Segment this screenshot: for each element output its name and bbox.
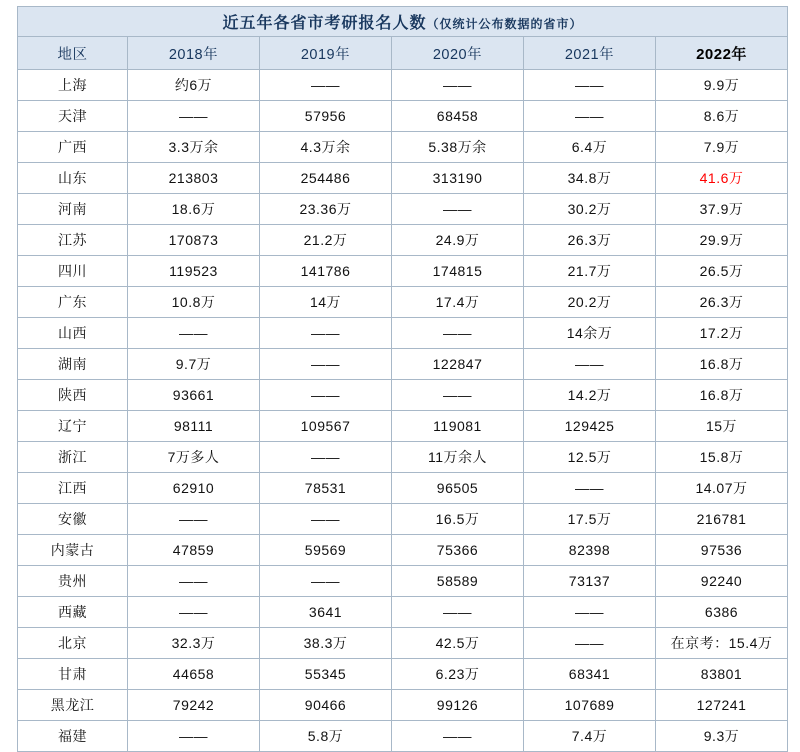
cell-y2019: 78531 <box>260 473 392 504</box>
cell-y2018: 7万多人 <box>128 442 260 473</box>
cell-y2021: 68341 <box>524 659 656 690</box>
table-row <box>18 535 788 566</box>
cell-y2018: —— <box>128 101 260 132</box>
cell-y2020: 16.5万 <box>392 504 524 535</box>
table-title-row <box>18 7 788 37</box>
cell-region: 湖南 <box>18 349 128 380</box>
table-row <box>18 101 788 132</box>
cell-y2021: —— <box>524 70 656 101</box>
cell-y2022: 26.5万 <box>656 256 788 287</box>
table-row <box>18 256 788 287</box>
table-row <box>18 597 788 628</box>
table-row <box>18 628 788 659</box>
cell-y2022: 6386 <box>656 597 788 628</box>
cell-y2018: —— <box>128 318 260 349</box>
cell-region: 安徽 <box>18 504 128 535</box>
cell-y2019: 57956 <box>260 101 392 132</box>
cell-y2020: 96505 <box>392 473 524 504</box>
table-row <box>18 504 788 535</box>
table-body <box>18 7 788 752</box>
column-header-2018: 2018年 <box>128 37 260 70</box>
table-row <box>18 690 788 721</box>
cell-y2021: 73137 <box>524 566 656 597</box>
table-row <box>18 70 788 101</box>
cell-y2021: —— <box>524 349 656 380</box>
cell-region: 甘肃 <box>18 659 128 690</box>
table-row <box>18 225 788 256</box>
cell-y2020: 122847 <box>392 349 524 380</box>
cell-y2019: —— <box>260 380 392 411</box>
cell-y2020: 17.4万 <box>392 287 524 318</box>
table-row <box>18 659 788 690</box>
cell-y2019: 38.3万 <box>260 628 392 659</box>
table-row <box>18 132 788 163</box>
cell-region: 天津 <box>18 101 128 132</box>
cell-y2020: —— <box>392 70 524 101</box>
cell-y2018: 47859 <box>128 535 260 566</box>
cell-y2019: 4.3万余 <box>260 132 392 163</box>
cell-y2021: 26.3万 <box>524 225 656 256</box>
cell-y2022: 15.8万 <box>656 442 788 473</box>
cell-y2021: 6.4万 <box>524 132 656 163</box>
cell-y2019: 55345 <box>260 659 392 690</box>
cell-y2020: 75366 <box>392 535 524 566</box>
column-header-2019: 2019年 <box>260 37 392 70</box>
cell-y2022: 17.2万 <box>656 318 788 349</box>
cell-y2022: 15万 <box>656 411 788 442</box>
table-row <box>18 287 788 318</box>
cell-y2022: 97536 <box>656 535 788 566</box>
cell-y2020: —— <box>392 194 524 225</box>
table-row <box>18 318 788 349</box>
cell-y2019: —— <box>260 349 392 380</box>
cell-y2019: —— <box>260 318 392 349</box>
cell-y2020: 42.5万 <box>392 628 524 659</box>
table-row <box>18 380 788 411</box>
cell-y2020: —— <box>392 721 524 752</box>
cell-y2019: 5.8万 <box>260 721 392 752</box>
cell-y2022: 在京考：15.4万 <box>656 628 788 659</box>
exam-registration-table <box>17 6 788 752</box>
cell-region: 山西 <box>18 318 128 349</box>
cell-y2020: 68458 <box>392 101 524 132</box>
table-row <box>18 163 788 194</box>
table-row <box>18 194 788 225</box>
cell-y2022: 83801 <box>656 659 788 690</box>
cell-y2019: 23.36万 <box>260 194 392 225</box>
cell-y2021: 107689 <box>524 690 656 721</box>
cell-y2019: 14万 <box>260 287 392 318</box>
cell-y2021: 14.2万 <box>524 380 656 411</box>
cell-region: 广西 <box>18 132 128 163</box>
cell-y2022: 9.9万 <box>656 70 788 101</box>
cell-region: 内蒙古 <box>18 535 128 566</box>
column-header-2020: 2020年 <box>392 37 524 70</box>
cell-region: 上海 <box>18 70 128 101</box>
cell-region: 江西 <box>18 473 128 504</box>
table-header-row <box>18 37 788 70</box>
cell-y2019: 254486 <box>260 163 392 194</box>
cell-y2020: 58589 <box>392 566 524 597</box>
cell-region: 辽宁 <box>18 411 128 442</box>
cell-y2022: 9.3万 <box>656 721 788 752</box>
cell-y2018: 约6万 <box>128 70 260 101</box>
cell-region: 河南 <box>18 194 128 225</box>
cell-y2018: —— <box>128 597 260 628</box>
column-header-2021: 2021年 <box>524 37 656 70</box>
cell-y2018: 9.7万 <box>128 349 260 380</box>
table-title-main: 近五年各省市考研报名人数 <box>222 15 427 32</box>
cell-y2021: 129425 <box>524 411 656 442</box>
cell-y2019: —— <box>260 442 392 473</box>
cell-y2022: 16.8万 <box>656 349 788 380</box>
cell-y2022: 8.6万 <box>656 101 788 132</box>
cell-y2022: 37.9万 <box>656 194 788 225</box>
cell-y2018: 93661 <box>128 380 260 411</box>
cell-y2021: 14余万 <box>524 318 656 349</box>
cell-y2018: 3.3万余 <box>128 132 260 163</box>
column-header-2022: 2022年 <box>656 37 788 70</box>
cell-y2021: —— <box>524 473 656 504</box>
cell-y2020: 6.23万 <box>392 659 524 690</box>
table-row <box>18 473 788 504</box>
spreadsheet-canvas <box>0 6 800 744</box>
cell-region: 福建 <box>18 721 128 752</box>
cell-y2022: 216781 <box>656 504 788 535</box>
cell-region: 贵州 <box>18 566 128 597</box>
cell-region: 广东 <box>18 287 128 318</box>
cell-y2018: —— <box>128 566 260 597</box>
cell-y2020: 313190 <box>392 163 524 194</box>
cell-y2021: 30.2万 <box>524 194 656 225</box>
table-row <box>18 411 788 442</box>
table-row <box>18 349 788 380</box>
cell-y2022: 41.6万 <box>656 163 788 194</box>
cell-y2020: 5.38万余 <box>392 132 524 163</box>
table-title-sub: （仅统计公布数据的省市） <box>426 17 583 31</box>
cell-y2018: 10.8万 <box>128 287 260 318</box>
cell-y2019: 109567 <box>260 411 392 442</box>
cell-y2022: 7.9万 <box>656 132 788 163</box>
cell-region: 山东 <box>18 163 128 194</box>
cell-y2019: 21.2万 <box>260 225 392 256</box>
cell-y2021: 17.5万 <box>524 504 656 535</box>
cell-y2019: —— <box>260 70 392 101</box>
cell-region: 陕西 <box>18 380 128 411</box>
cell-y2022: 16.8万 <box>656 380 788 411</box>
cell-y2022: 92240 <box>656 566 788 597</box>
cell-y2021: —— <box>524 628 656 659</box>
cell-y2018: 32.3万 <box>128 628 260 659</box>
cell-y2019: 3641 <box>260 597 392 628</box>
cell-y2020: 119081 <box>392 411 524 442</box>
table-title <box>18 7 788 37</box>
cell-y2018: 98111 <box>128 411 260 442</box>
cell-y2018: 79242 <box>128 690 260 721</box>
cell-y2019: 59569 <box>260 535 392 566</box>
cell-y2018: 170873 <box>128 225 260 256</box>
cell-y2020: 99126 <box>392 690 524 721</box>
cell-region: 西藏 <box>18 597 128 628</box>
table-row <box>18 566 788 597</box>
cell-region: 江苏 <box>18 225 128 256</box>
cell-y2021: —— <box>524 101 656 132</box>
cell-y2018: —— <box>128 721 260 752</box>
cell-y2021: —— <box>524 597 656 628</box>
cell-y2018: —— <box>128 504 260 535</box>
cell-y2018: 213803 <box>128 163 260 194</box>
cell-y2020: —— <box>392 597 524 628</box>
table-row <box>18 721 788 752</box>
cell-y2018: 62910 <box>128 473 260 504</box>
cell-y2020: 11万余人 <box>392 442 524 473</box>
cell-y2020: —— <box>392 318 524 349</box>
cell-y2022: 29.9万 <box>656 225 788 256</box>
cell-y2021: 82398 <box>524 535 656 566</box>
cell-region: 浙江 <box>18 442 128 473</box>
cell-y2020: —— <box>392 380 524 411</box>
cell-y2019: —— <box>260 504 392 535</box>
cell-y2020: 24.9万 <box>392 225 524 256</box>
cell-y2021: 20.2万 <box>524 287 656 318</box>
cell-y2019: 90466 <box>260 690 392 721</box>
cell-y2018: 44658 <box>128 659 260 690</box>
cell-y2021: 12.5万 <box>524 442 656 473</box>
cell-y2022: 26.3万 <box>656 287 788 318</box>
cell-y2020: 174815 <box>392 256 524 287</box>
cell-region: 四川 <box>18 256 128 287</box>
cell-y2019: 141786 <box>260 256 392 287</box>
cell-y2021: 34.8万 <box>524 163 656 194</box>
cell-y2018: 119523 <box>128 256 260 287</box>
cell-region: 北京 <box>18 628 128 659</box>
cell-y2019: —— <box>260 566 392 597</box>
cell-y2021: 7.4万 <box>524 721 656 752</box>
cell-y2018: 18.6万 <box>128 194 260 225</box>
table-row <box>18 442 788 473</box>
cell-y2022: 127241 <box>656 690 788 721</box>
cell-y2021: 21.7万 <box>524 256 656 287</box>
column-header-region: 地区 <box>18 37 128 70</box>
cell-y2022: 14.07万 <box>656 473 788 504</box>
cell-region: 黑龙江 <box>18 690 128 721</box>
